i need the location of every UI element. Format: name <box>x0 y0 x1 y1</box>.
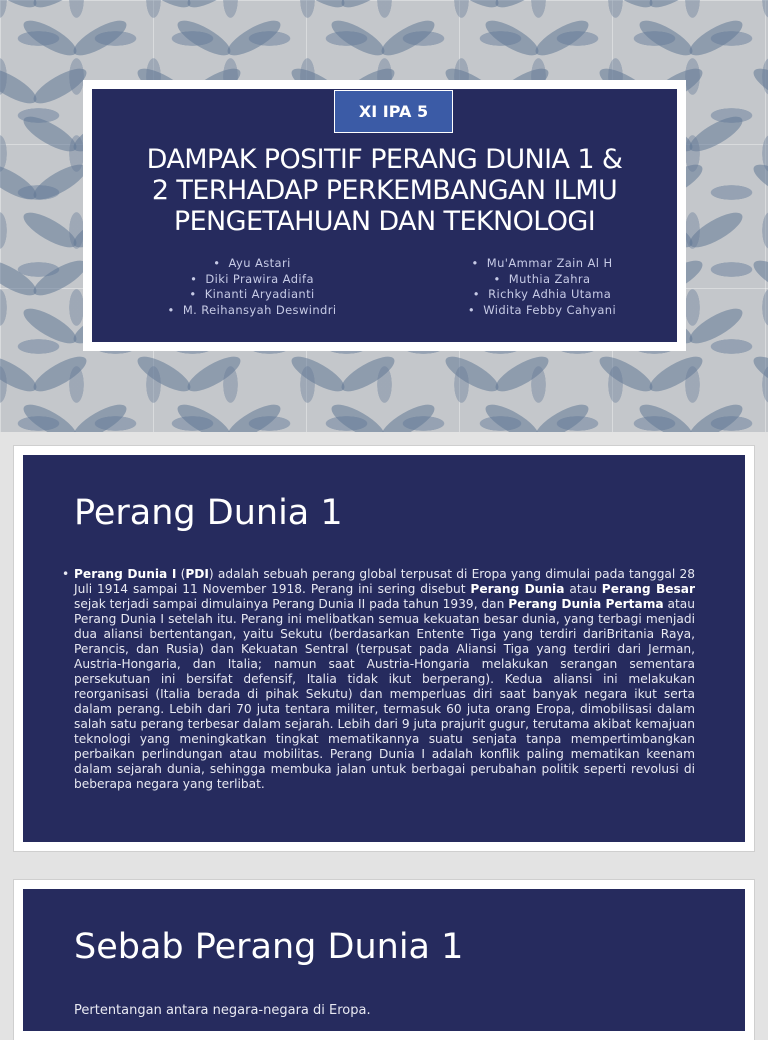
bold-term: Perang Dunia <box>470 582 565 596</box>
leaf-shape <box>377 14 439 61</box>
leaf-shape <box>19 14 81 61</box>
leaf-shape <box>133 350 195 397</box>
leaf-shape <box>749 350 768 397</box>
leaf-shape <box>441 350 503 397</box>
leaf-shape <box>19 302 81 349</box>
leaf-shape <box>69 14 131 61</box>
leaf-shape <box>491 0 553 14</box>
leaf-shape <box>29 254 91 301</box>
leaf-shape <box>29 62 91 109</box>
bold-term: Perang Besar <box>601 582 695 596</box>
presentation-title <box>102 144 667 237</box>
leaf-shape <box>749 62 768 109</box>
slide-body-text: Pertentangan antara negara-negara di Eropa. <box>74 1003 371 1018</box>
leaf-shape <box>377 398 439 432</box>
author-list-left <box>132 256 372 318</box>
leaf-shape <box>491 350 553 397</box>
author-name: • M. Reihansyah Deswindri <box>132 303 372 319</box>
leaf-shape <box>337 350 399 397</box>
leaf-shape <box>19 398 81 432</box>
body-text-span: sejak terjadi sampai dimulainya Perang Dunia II pada tahun 1939, dan <box>74 597 509 611</box>
leaf-shape <box>749 158 768 205</box>
slide-heading: Sebab Perang Dunia 1 <box>74 927 464 967</box>
leaf-shape <box>29 158 91 205</box>
leaf-shape <box>173 14 235 61</box>
leaf-shape <box>327 14 389 61</box>
title-slide <box>0 0 768 432</box>
slide-perang-dunia-1 <box>14 446 754 851</box>
leaf-shape <box>685 14 747 61</box>
leaf-shape <box>595 350 657 397</box>
leaf-shape <box>183 350 245 397</box>
bullet-icon: • <box>62 567 70 581</box>
leaf-shape <box>595 0 657 14</box>
leaf-shape <box>29 350 91 397</box>
leaf-shape <box>69 398 131 432</box>
leaf-shape <box>29 0 91 14</box>
title-card-inner <box>92 89 677 342</box>
leaf-shape <box>645 0 707 14</box>
leaf-shape <box>635 14 697 61</box>
leaf-shape <box>481 398 543 432</box>
author-list-right <box>422 256 662 318</box>
leaf-shape <box>19 206 81 253</box>
title-line: DAMPAK POSITIF PERANG DUNIA 1 & <box>146 144 623 175</box>
leaf-shape <box>19 110 81 157</box>
leaf-shape <box>223 14 285 61</box>
leaf-shape <box>531 14 593 61</box>
author-name: • Kinanti Aryadianti <box>132 287 372 303</box>
author-name: • Widita Febby Cahyani <box>422 303 662 319</box>
title-line: PENGETAHUAN DAN TEKNOLOGI <box>173 206 596 237</box>
body-text-span: ( <box>176 567 186 581</box>
author-name: • Mu'Ammar Zain Al H <box>422 256 662 272</box>
slide-inner <box>23 889 745 1031</box>
slide-body-text <box>62 567 695 792</box>
leaf-shape <box>223 398 285 432</box>
body-text-span: atau Perang Dunia I setelah itu. Perang ini melibatkan semua kekuatan besar dunia, yang terbagi menjadi dua aliansi bertentangan, yaitu Sekutu (berdasarkan Entente Tiga yang terdiri dariBritania Raya, Perancis, dan Rusia) dan Kekuatan Sentral (terpusat pada Aliansi Tiga yang terdiri dari Jerman, Austria-Hongaria, dan Italia; namun saat Austria-Hongaria melakukan serangan sementara persekutuan ini bersifat defensif, Italia tidak ikut berperang). Kedua aliansi ini melakukan reorganisasi (Italia berada di pihak Sekutu) dan memperluas diri saat banyak negara ikut serta dalam perang. Lebih dari 70 juta tentara militer, termasuk 60 juta orang Eropa, dimobilisasi dalam salah satu perang terbesar dalam sejarah. Lebih dari 9 juta prajurit gugur, terutama akibat kemajuan teknologi yang meningkatkan tingkat mematikannya suatu senjata tanpa mempertimbangkan perbaikan perlindungan atau mobilitas. Perang Dunia I adalah konflik paling mematikan keenam dalam sejarah dunia, sehingga membuka jalan untuk berbagai perubahan politik seperti revolusi di beberapa negara yang terlibat. <box>74 597 695 791</box>
title-card <box>83 80 686 351</box>
leaf-shape <box>287 350 349 397</box>
leaf-shape <box>685 398 747 432</box>
leaf-shape <box>685 206 747 253</box>
author-name: • Ayu Astari <box>132 256 372 272</box>
title-line: 2 TERHADAP PERKEMBANGAN ILMU <box>151 175 618 206</box>
leaf-shape <box>481 14 543 61</box>
slide-inner <box>23 455 745 842</box>
leaf-shape <box>441 0 503 14</box>
leaf-shape <box>337 0 399 14</box>
body-text-span: ) adalah sebuah perang global terpusat di Eropa yang dimulai pada tanggal 28 Juli 1914 sampai 11 November 1918. Perang ini sering disebut <box>74 567 695 596</box>
leaf-shape <box>183 0 245 14</box>
leaf-shape <box>749 0 768 14</box>
leaf-shape <box>531 398 593 432</box>
leaf-shape <box>749 254 768 301</box>
bold-term: PDI <box>185 567 209 581</box>
slide-heading: Perang Dunia 1 <box>74 493 343 533</box>
leaf-shape <box>327 398 389 432</box>
class-badge: XI IPA 5 <box>334 90 453 133</box>
leaf-shape <box>173 398 235 432</box>
leaf-shape <box>635 398 697 432</box>
leaf-shape <box>685 110 747 157</box>
body-text-span: atau <box>564 582 602 596</box>
leaf-shape <box>685 302 747 349</box>
leaf-shape <box>287 0 349 14</box>
leaf-shape <box>133 0 195 14</box>
author-name: • Diki Prawira Adifa <box>132 272 372 288</box>
author-name: • Richky Adhia Utama <box>422 287 662 303</box>
author-name: • Muthia Zahra <box>422 272 662 288</box>
bold-term: Perang Dunia Pertama <box>508 597 664 611</box>
bold-term: Perang Dunia I <box>74 567 177 581</box>
slide-sebab-perang-dunia-1 <box>14 880 754 1040</box>
leaf-shape <box>645 350 707 397</box>
